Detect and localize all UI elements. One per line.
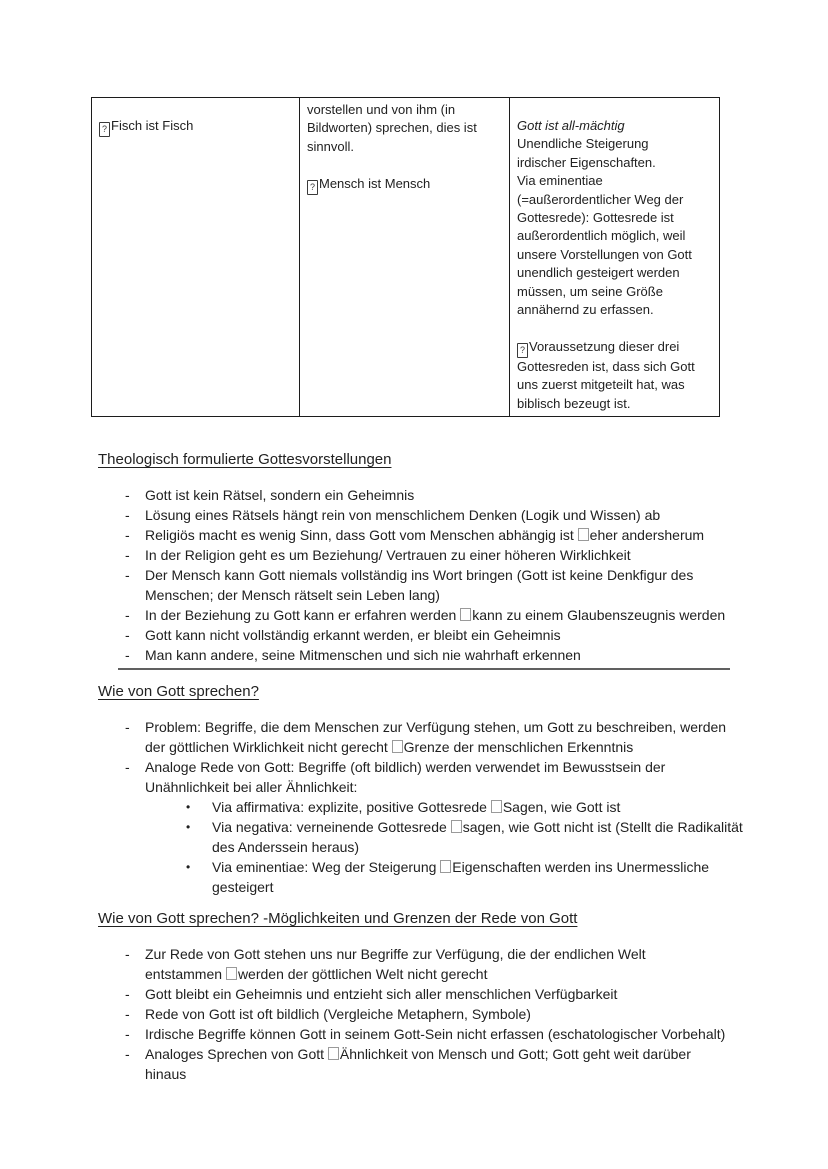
list-item	[98, 984, 812, 1004]
bullet-dot-icon: •	[186, 820, 191, 834]
table-cell-mensch	[300, 98, 510, 417]
missing-glyph-square-icon	[491, 800, 502, 813]
bullet-dash-icon: -	[125, 1006, 130, 1022]
table-paragraph: Via eminentiae (=außerordentlicher Weg der Gottesrede): Gottesrede ist außerordentlich möglich, weil unsere Vorstellungen von Gott unendlich gesteigert werden müssen, um seine Größe annähernd zu erfassen.	[517, 173, 692, 318]
missing-glyph-square-icon	[226, 967, 237, 980]
section-heading-theologisch: Theologisch formulierte Gottesvorstellungen	[98, 451, 392, 468]
table-row	[92, 98, 720, 417]
list-item-text: Zur Rede von Gott stehen uns nur Begriffe zur Verfügung, die der endlichen Welt entstammen werden der göttlichen Welt nicht gerecht	[145, 946, 646, 982]
list-item	[98, 757, 812, 797]
table-paragraph: ? Voraussetzung dieser drei Gottesreden ist, dass sich Gott uns zuerst mitgeteilt hat, was biblisch bezeugt ist.	[517, 338, 695, 411]
list-item	[98, 857, 812, 897]
gottesrede-comparison-table	[91, 97, 720, 417]
list-item	[98, 944, 812, 984]
bullet-dot-icon: •	[186, 800, 191, 814]
bullet-list	[98, 717, 812, 897]
table-paragraph: Unendliche Steigerung irdischer Eigenschaften.	[517, 136, 656, 170]
list-item	[98, 525, 812, 545]
list-item-text: Via negativa: verneinende Gottesrede sagen, wie Gott nicht ist (Stellt die Radikalität des Anderssein heraus)	[212, 819, 743, 855]
section-heading-moeglichkeiten-und-grenzen: Wie von Gott sprechen? -Möglichkeiten und Grenzen der Rede von Gott	[98, 910, 578, 927]
table-paragraph: ? Mensch ist Mensch	[307, 175, 503, 195]
list-item-text: Gott kann nicht vollständig erkannt werden, er bleibt ein Geheimnis	[145, 627, 561, 643]
missing-glyph-box-icon: ?	[517, 343, 528, 358]
missing-glyph-square-icon	[328, 1047, 339, 1060]
bullet-dash-icon: -	[125, 1026, 130, 1042]
list-item-text: Via affirmativa: explizite, positive Gottesrede Sagen, wie Gott ist	[212, 799, 621, 815]
bullet-dash-icon: -	[125, 986, 130, 1002]
list-item-text: Via eminentiae: Weg der Steigerung Eigenschaften werden ins Unermessliche gesteigert	[212, 859, 710, 895]
bullet-dash-icon: -	[125, 627, 130, 643]
section-moeglichkeiten-und-grenzen	[98, 909, 812, 1084]
list-item-text: Irdische Begriffe können Gott in seinem Gott-Sein nicht erfassen (eschatologischer Vorbehalt)	[145, 1026, 726, 1042]
table-paragraph	[517, 319, 713, 337]
list-item	[98, 485, 812, 505]
bullet-dash-icon: -	[125, 507, 130, 523]
list-item	[98, 545, 812, 565]
bullet-dot-icon: •	[186, 860, 191, 874]
missing-glyph-square-icon	[440, 860, 451, 873]
bullet-dash-icon: -	[125, 567, 130, 583]
list-item	[98, 797, 812, 817]
section-theologisch	[98, 450, 812, 670]
missing-glyph-box-icon: ?	[99, 122, 110, 137]
bullet-dash-icon: -	[125, 547, 130, 563]
list-item	[98, 817, 812, 857]
table-paragraph	[517, 117, 713, 135]
list-item-text: Gott bleibt ein Geheimnis und entzieht sich aller menschlichen Verfügbarkeit	[145, 986, 618, 1002]
list-item-text: Analoges Sprechen von Gott Ähnlichkeit von Mensch und Gott; Gott geht weit darüber hinaus	[145, 1046, 691, 1082]
table-paragraph	[307, 156, 503, 174]
table-cell-fisch	[92, 98, 300, 417]
list-item	[98, 1024, 812, 1044]
bullet-dash-icon: -	[125, 607, 130, 623]
missing-glyph-square-icon	[578, 528, 589, 541]
list-item	[98, 605, 812, 625]
italic-text: Gott ist all-mächtig	[517, 118, 625, 133]
list-item	[98, 625, 812, 645]
table-paragraph: ? Fisch ist Fisch	[99, 117, 293, 137]
bullet-list	[98, 944, 812, 1084]
list-item	[98, 1004, 812, 1024]
list-item	[98, 645, 812, 665]
list-item-text: Lösung eines Rätsels hängt rein von menschlichem Denken (Logik und Wissen) ab	[145, 507, 661, 523]
list-item	[98, 505, 812, 525]
bullet-dash-icon: -	[125, 527, 130, 543]
section-heading-wie-von-gott-sprechen: Wie von Gott sprechen?	[98, 683, 259, 700]
bullet-dash-icon: -	[125, 946, 130, 962]
list-item-text: Gott ist kein Rätsel, sondern ein Geheimnis	[145, 487, 415, 503]
list-item-text: Der Mensch kann Gott niemals vollständig ins Wort bringen (Gott ist keine Denkfigur des Menschen; der Mensch rätselt sein Leben lang)	[145, 567, 694, 603]
list-item	[98, 1044, 812, 1084]
missing-glyph-box-icon: ?	[307, 180, 318, 195]
table-paragraph: vorstellen und von ihm (in Bildworten) sprechen, dies ist sinnvoll.	[307, 102, 477, 154]
bullet-dash-icon: -	[125, 719, 130, 735]
list-item-text: Problem: Begriffe, die dem Menschen zur Verfügung stehen, um Gott zu beschreiben, werden der göttlichen Wirklichkeit nicht gerecht Grenze der menschlichen Erkenntnis	[145, 719, 727, 755]
missing-glyph-square-icon	[392, 740, 403, 753]
list-item-text: Rede von Gott ist oft bildlich (Vergleiche Metaphern, Symbole)	[145, 1006, 531, 1022]
bullet-dash-icon: -	[125, 487, 130, 503]
list-item	[98, 717, 812, 757]
bullet-dash-icon: -	[125, 1046, 130, 1062]
notes-content	[98, 450, 812, 1084]
section-wie-von-gott-sprechen	[98, 682, 812, 897]
list-item-text: Analoge Rede von Gott: Begriffe (oft bildlich) werden verwendet im Bewusstsein der Unähnlichkeit bei aller Ähnlichkeit:	[145, 759, 666, 795]
list-item-text: In der Beziehung zu Gott kann er erfahren werden kann zu einem Glaubenszeugnis werden	[145, 607, 726, 623]
bullet-dash-icon: -	[125, 647, 130, 663]
missing-glyph-square-icon	[460, 608, 471, 621]
bullet-list	[98, 485, 812, 665]
bullet-dash-icon: -	[125, 759, 130, 775]
list-item-text: Religiös macht es wenig Sinn, dass Gott vom Menschen abhängig ist eher andersherum	[145, 527, 705, 543]
missing-glyph-square-icon	[451, 820, 462, 833]
list-item-text: In der Religion geht es um Beziehung/ Vertrauen zu einer höheren Wirklichkeit	[145, 547, 631, 563]
table-cell-allmaechtig	[510, 98, 720, 417]
list-item-text: Man kann andere, seine Mitmenschen und sich nie wahrhaft erkennen	[145, 647, 581, 663]
list-item	[98, 565, 812, 605]
section-divider-line	[118, 668, 730, 670]
